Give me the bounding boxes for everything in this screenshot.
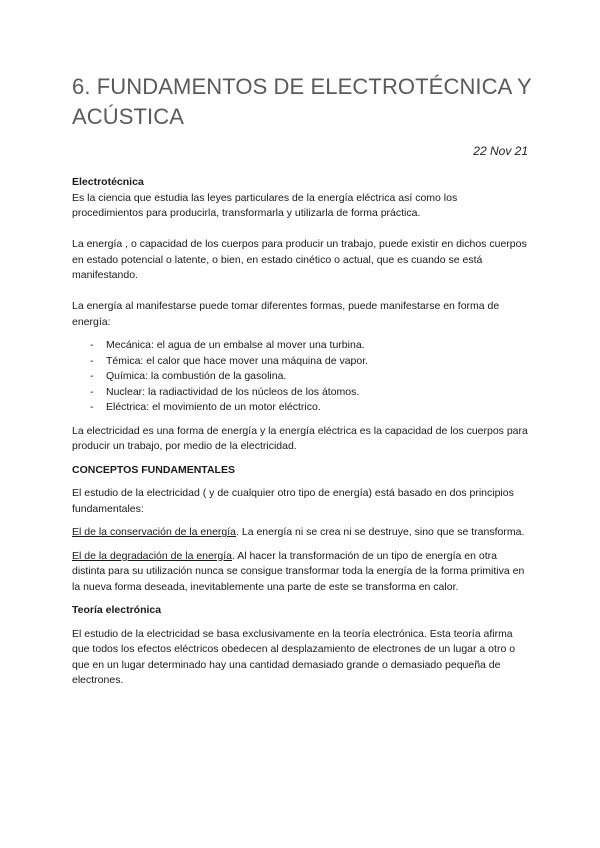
energy-forms-list	[72, 338, 528, 416]
document-body	[72, 175, 528, 689]
paragraph: La electricidad es una forma de energía y la energía eléctrica es la capacidad de los cuerpos para producir un trabajo, por medio de la electricidad.	[72, 424, 528, 452]
section-heading-teoria: Teoría electrónica	[72, 604, 162, 616]
paragraph: La energía al manifestarse puede tomar diferentes formas, puede manifestarse en forma de energía:	[72, 300, 500, 328]
principle-title: El de la conservación de la energía	[72, 526, 237, 538]
list-item: - Témica: el calor que hace mover una máquina de vapor.	[90, 354, 528, 370]
paragraph: La energía , o capacidad de los cuerpos para producir un trabajo, puede existir en dichos cuerpos en estado potencial o latente, o bien, en estado cinético o actual, que es cuando se está manifestando.	[72, 238, 527, 281]
paragraph: Es la ciencia que estudia las leyes particulares de la energía eléctrica así como los procedimientos para producirla, transformarla y utilizarla de forma práctica.	[72, 191, 458, 219]
paragraph: El estudio de la electricidad ( y de cualquier otro tipo de energía) está basado en dos principios fundamentales:	[72, 487, 514, 515]
principle-text: . La energía ni se crea ni se destruye, sino que se transforma.	[236, 526, 525, 538]
document-date: 22 Nov 21	[473, 144, 528, 158]
principle-title: El de la degradación de la energía	[72, 549, 232, 562]
principle-text: . Al hacer la transformación de un tipo de energía en otra distinta para su utilización nunca se consigue transformar toda la energía de la forma primitiva en la nueva forma deseada, inevitablemente una parte de este se transforma en calor.	[72, 549, 525, 593]
section-heading-electrotecnica: Electrotécnica	[72, 176, 144, 188]
list-item: - Química: la combustión de la gasolina.	[90, 369, 528, 385]
paragraph: El estudio de la electricidad se basa exclusivamente en la teoría electrónica. Esta teoría afirma que todos los efectos eléctricos obedecen al desplazamiento de electrones de un lugar a otro o que en un lugar determinado hay una cantidad demasiado grande o demasiado pequeña de electrones.	[72, 627, 516, 686]
page-title: 6. FUNDAMENTOS DE ELECTROTÉCNICA Y ACÚSTICA	[72, 74, 532, 129]
section-heading-conceptos: CONCEPTOS FUNDAMENTALES	[72, 463, 235, 476]
list-item: - Mecánica: el agua de un embalse al mover una turbina.	[90, 338, 528, 354]
principle-conservation	[72, 525, 528, 541]
principle-degradation	[72, 549, 528, 596]
list-item: - Nuclear: la radiactividad de los núcleos de los átomos.	[90, 385, 528, 401]
list-item: - Eléctrica: el movimiento de un motor eléctrico.	[90, 400, 528, 416]
